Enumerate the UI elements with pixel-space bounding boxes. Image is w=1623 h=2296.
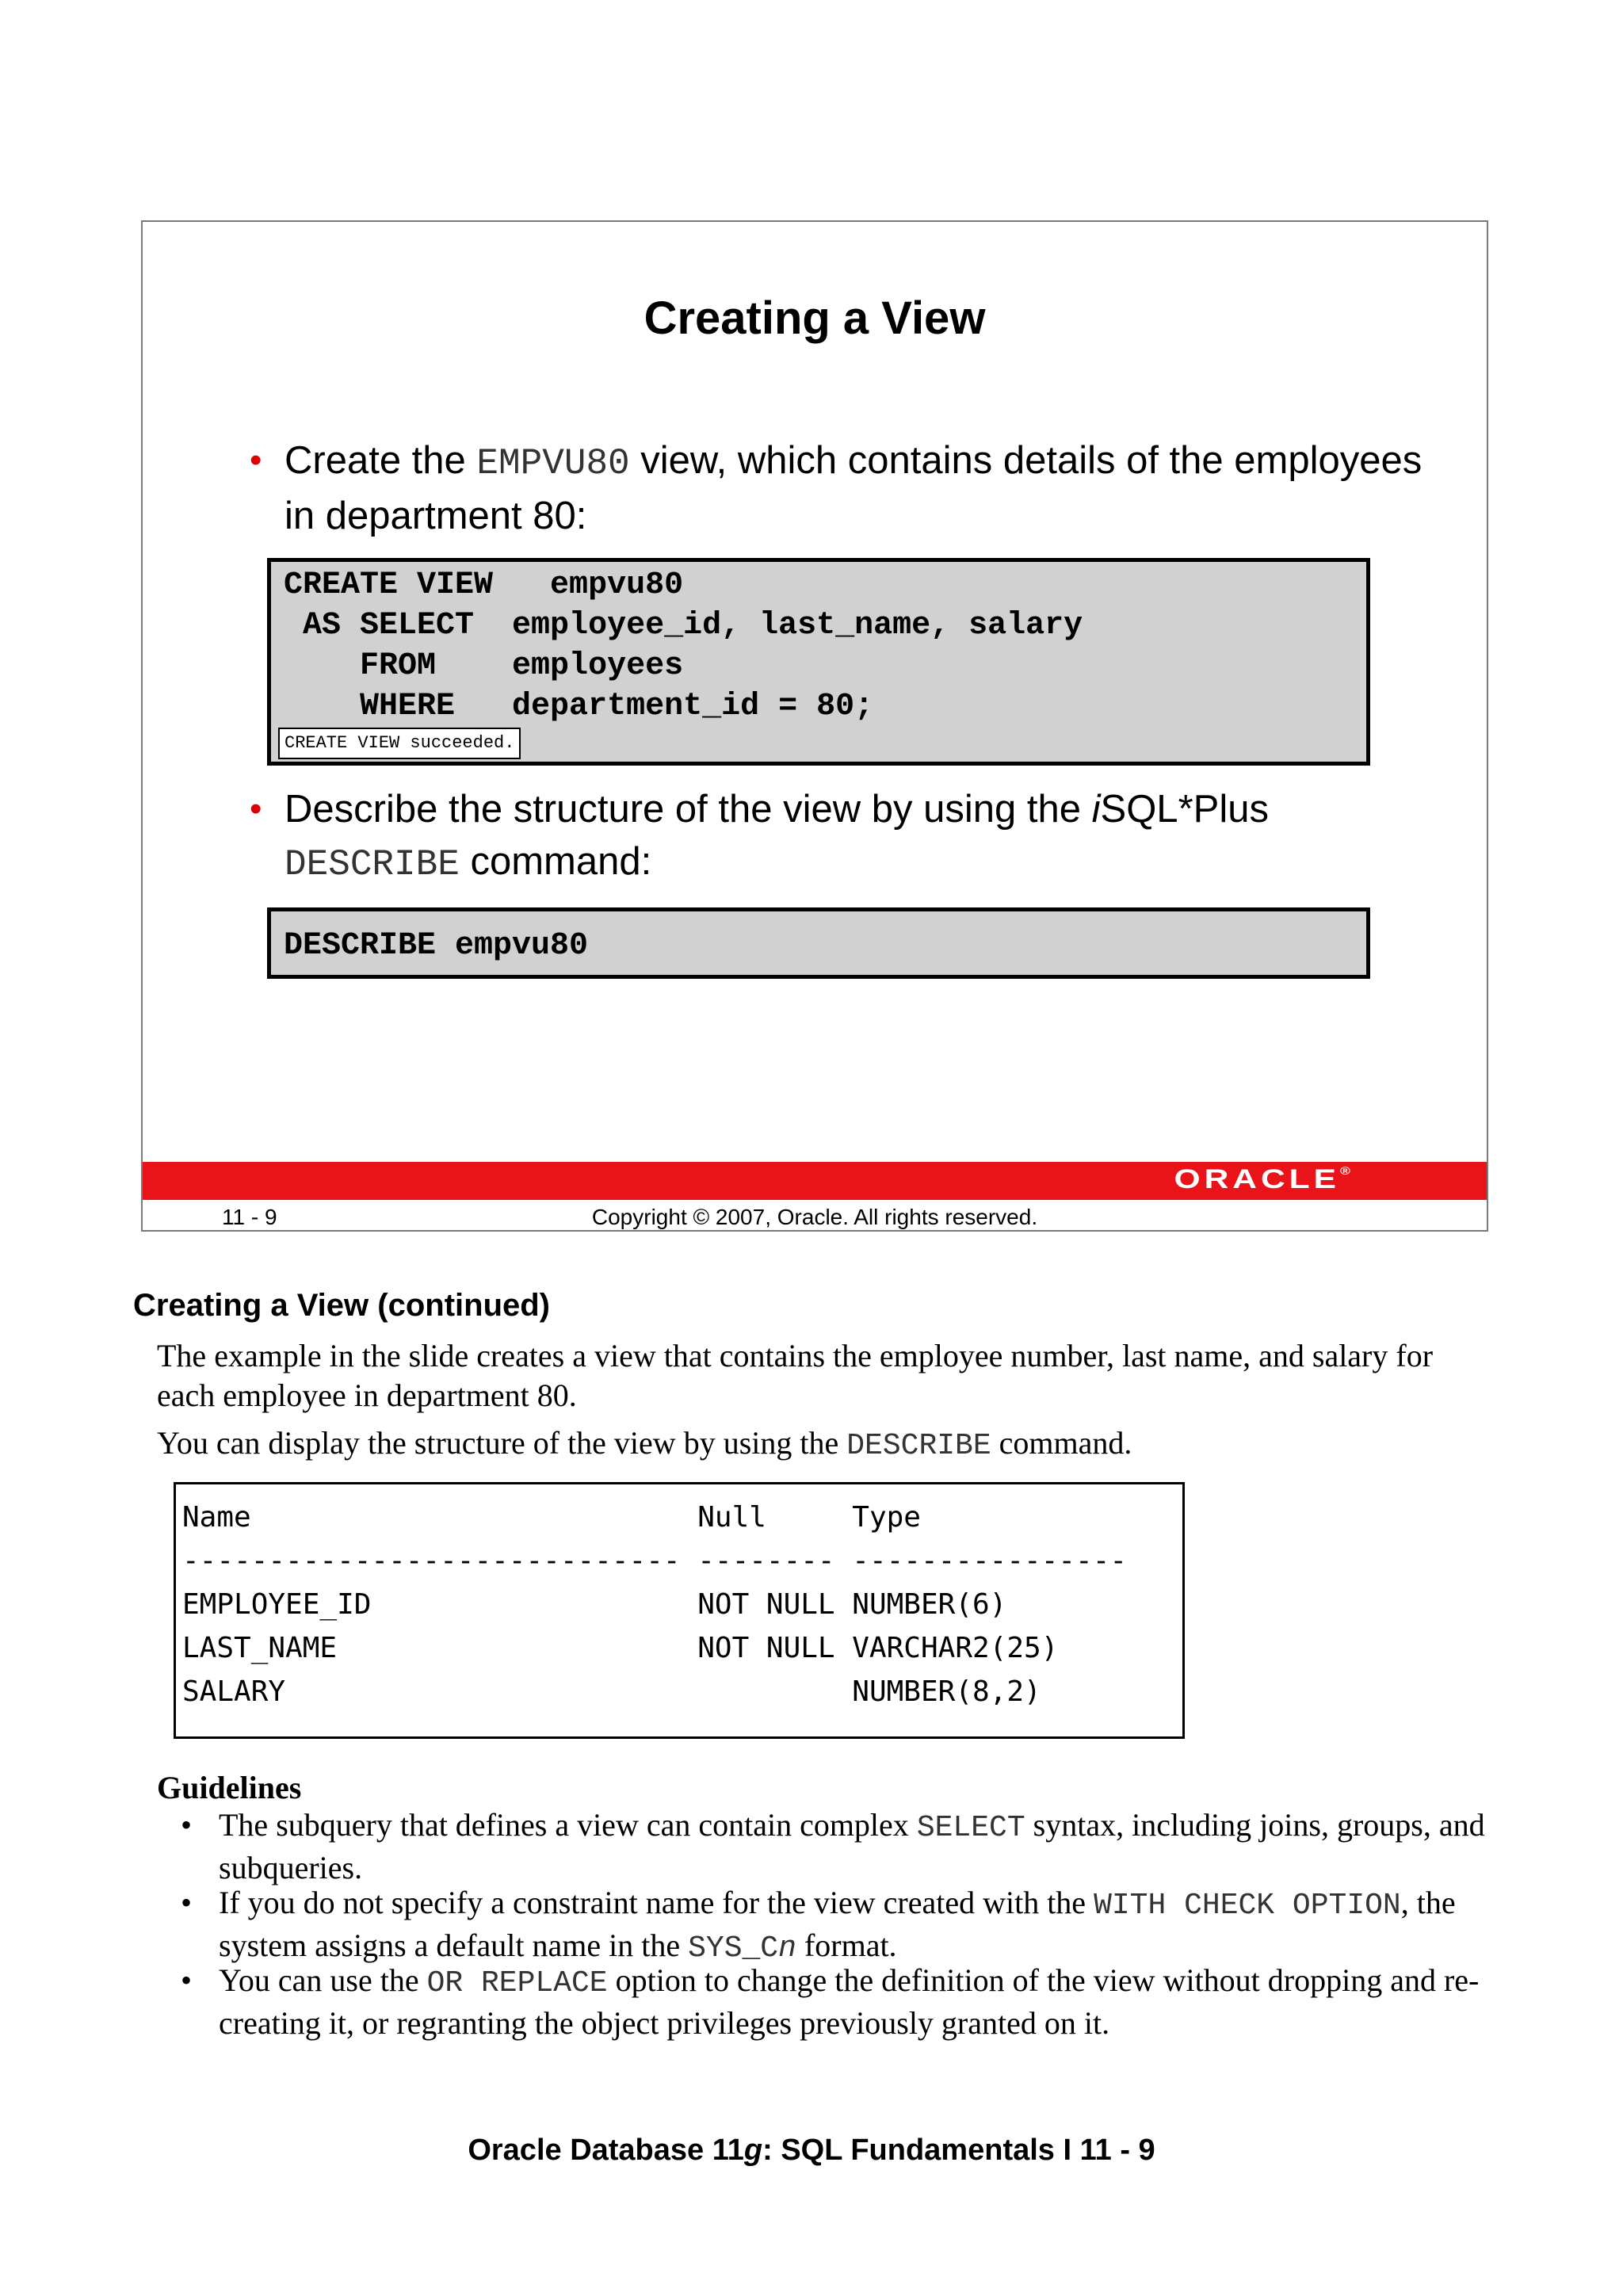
notes-heading: Creating a View (continued) <box>133 1288 550 1323</box>
bullet-1-text-pre: Create the <box>285 439 477 482</box>
copyright-notice: Copyright © 2007, Oracle. All rights reserved. <box>591 1205 1038 1229</box>
page-footer: Oracle Database 11g: SQL Fundamentals I 11 - 9 <box>468 2134 1155 2167</box>
slide-panel <box>141 220 1488 1232</box>
bullet-1-code: EMPVU80 <box>476 443 630 484</box>
bullet-dot-icon: • <box>250 441 262 479</box>
create-view-code: CREATE VIEW empvu80 AS SELECT employee_id, last_name, salary FROM employees WHERE department_id = 80; <box>284 567 1083 724</box>
create-view-result: CREATE VIEW succeeded. <box>278 728 521 759</box>
bullet-2-text-pre: Describe the structure of the view by using the <box>285 788 1092 831</box>
bullet-1-text-post: view, which contains details of the employees in department 80: <box>285 439 1423 537</box>
guideline-code: OR REPLACE <box>426 1966 608 2000</box>
notes-paragraph-2: You can display the structure of the view by using the DESCRIBE command. <box>157 1425 1132 1463</box>
bullet-2-text-post: command: <box>459 840 652 883</box>
notes-paragraph-1: The example in the slide creates a view that contains the employee number, last name, and salary for each employee in department 80. <box>157 1338 1434 1413</box>
slide-number: 11 - 9 <box>222 1205 277 1229</box>
describe-output-box <box>174 1482 1185 1739</box>
create-view-code-block <box>267 558 1370 766</box>
guideline-code: SYS_Cn <box>688 1931 796 1966</box>
oracle-logo: ORACLE® <box>1174 1164 1350 1194</box>
bullet-dot-icon: • <box>181 1962 193 1998</box>
guideline-code: WITH CHECK OPTION <box>1094 1889 1401 1923</box>
bullet-dot-icon: • <box>181 1885 193 1920</box>
guideline-code: SELECT <box>916 1811 1025 1845</box>
describe-inline-code: DESCRIBE <box>846 1429 991 1463</box>
describe-code-block <box>267 907 1370 979</box>
guidelines-heading: Guidelines <box>157 1770 302 1805</box>
describe-output: Name Null Type ----------------------------- -------- ---------------- EMPLOYEE_ID NOT NULL NUMBER(6) LAST_NAME NOT NULL VARCHAR2(25) SALARY NUMBER(8,2) <box>182 1501 1128 1708</box>
bullet-2-italic: i <box>1091 788 1101 831</box>
bullet-dot-icon: • <box>250 789 262 828</box>
bullet-2-text-mid: SQL*Plus <box>1100 788 1269 831</box>
describe-code: DESCRIBE empvu80 <box>284 928 589 964</box>
bullet-2-code: DESCRIBE <box>285 844 460 885</box>
bullet-dot-icon: • <box>181 1807 193 1843</box>
slide-title: Creating a View <box>643 292 986 344</box>
